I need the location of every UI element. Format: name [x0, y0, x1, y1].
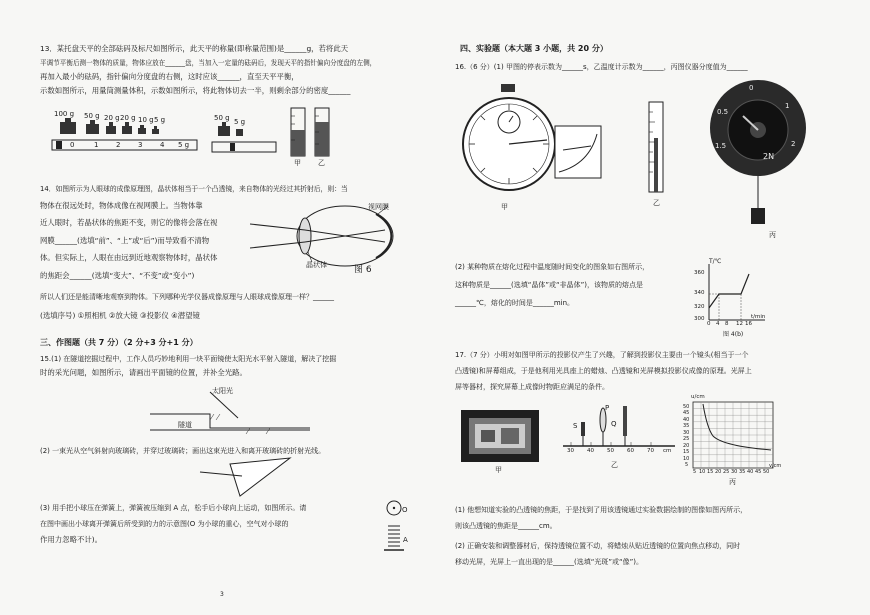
q14-line-7: 所以人们还是能清晰地观察到物体。下列哪种光学仪器成像原理与人眼球成像原理一样？______: [40, 293, 334, 301]
scale-tick-4: 4: [160, 141, 165, 149]
q15-3-line-3: 作用力忽略不计)。: [40, 535, 103, 544]
uv-xtick-45: 45: [755, 469, 762, 475]
q16-2-line-3: ______℃，熔化的时间是______min。: [455, 299, 575, 307]
uv-xtick-40: 40: [747, 469, 754, 475]
uv-ytick-35: 35: [683, 423, 690, 429]
melt-ytick-360: 360: [694, 270, 705, 276]
dial-label-0: 0: [749, 84, 754, 92]
page-number: 3: [220, 591, 224, 598]
q13-line-3: 再加入最小的砝码，指针偏向分度盘的右侧，这时应该______，直至天平平衡，: [40, 72, 299, 81]
dial-label-1: 1: [785, 102, 790, 110]
q15-1-line-1: 15.(1) 在隧道挖掘过程中，工作人员巧妙地利用一块平面镜使太阳光水平射入隧道，解决了挖掘: [40, 355, 337, 363]
scale-tick-1: 1: [94, 141, 99, 149]
q14-line-8: (选填序号) ①照相机 ②放大镜 ③投影仪 ④潜望镜: [40, 311, 200, 320]
melt-xtick-16: 16: [745, 321, 752, 327]
uv-ylabel: u/cm: [691, 394, 705, 400]
uv-ytick-45: 45: [683, 410, 690, 416]
weights-figure: [50, 110, 200, 160]
stopwatch-label: 甲: [501, 203, 508, 211]
retina-label: 视网膜: [368, 203, 389, 211]
dial-unit-label: 2N: [763, 152, 775, 161]
q13-line-4: 示数如图所示，用量筒测量体积，示数如图所示，将此物体切去一半，则剩余部分的密度______: [40, 86, 351, 95]
q15-2-text: (2) 一束光从空气斜射向玻璃砖，并穿过玻璃砖；画出这束光进入和离开玻璃砖的折射光线。: [40, 447, 326, 455]
uv-graph: [679, 394, 782, 486]
q13-line-2: 平调节平衡后测一物体的质量，物体应放在______盘，当加入一定量的砝码后，发现天平的指针偏向分度盘的左侧，: [40, 59, 377, 67]
q17-2-line-1: (2) 正确安装和调整器材后，保持透镜位置不动，将蜡烛从贴近透镜的位置向焦点移动，同时: [455, 542, 741, 550]
weight-label-20b: 20 g: [120, 114, 136, 122]
q14-line-6: 的焦距会______(选填“变大”、“不变”或“变小”): [40, 271, 195, 280]
section3-heading: 三、作图题（共 7 分）（2 分+3 分+1 分）: [40, 338, 198, 347]
uv-xtick-30: 30: [731, 469, 738, 475]
cylinder-label-yi: 乙: [318, 159, 325, 167]
bench-label-q: Q: [611, 420, 617, 428]
q17-line-3: 屏等器材，探究屏幕上成像时物距应满足的条件。: [455, 383, 609, 391]
uv-ytick-5: 5: [685, 462, 689, 468]
projector-photo: [461, 410, 539, 474]
uv-ytick-50: 50: [683, 404, 690, 410]
weight-label-50: 50 g: [84, 112, 100, 120]
bench-tick-70: 70: [647, 448, 654, 454]
bench-tick-unit: cm: [663, 448, 672, 454]
q17-1-line-2: 则该凸透镜的焦距是______cm。: [455, 522, 557, 530]
cylinder-label-jia: 甲: [294, 159, 301, 167]
uv-xtick-15: 15: [707, 469, 714, 475]
cylinders-figure: [285, 104, 345, 169]
uv-ytick-15: 15: [683, 449, 690, 455]
glass-block-diagram: [190, 454, 300, 500]
q14-line-4: 网膜______(选填“前”、“上”或“后”)而导致看不清物: [40, 236, 210, 245]
tunnel-label: 隧道: [178, 421, 192, 429]
q17-line-2: 凸透镜)和屏幕组成，于是他利用光具座上的蜡烛、凸透镜和光屏模拟投影仪成像的原理。光屏上: [455, 367, 752, 375]
optical-bench-figure: [559, 400, 679, 470]
melt-ylabel: T/℃: [709, 258, 722, 265]
melt-xtick-12: 12: [736, 321, 743, 327]
tunnel-diagram: [150, 388, 310, 438]
melt-ytick-340: 340: [694, 290, 705, 296]
thermometer-figure: [641, 98, 671, 207]
weight-label-5: 5 g: [154, 116, 166, 124]
scale-tick-2: 2: [116, 141, 121, 149]
uv-xtick-50: 50: [763, 469, 770, 475]
melt-xtick-0: 0: [707, 321, 711, 327]
eye-diagram: [250, 200, 400, 275]
dial-label-15: 1.5: [715, 142, 727, 150]
melting-graph: [689, 258, 769, 338]
small-weights-figure: [210, 112, 280, 162]
uv-xtick-20: 20: [715, 469, 722, 475]
uv-xtick-25: 25: [723, 469, 730, 475]
ball-center-label: O: [402, 506, 408, 514]
uv-ytick-25: 25: [683, 436, 690, 442]
q16-1-text: 16.（6 分）(1) 甲图的停表示数为______s，乙温度计示数为______，丙图仪器分度值为______: [455, 63, 748, 71]
melt-xlabel: t/min: [751, 314, 766, 320]
q15-1-line-2: 时的采光问题，如图所示，请画出平面镜的位置，并补全光路。: [40, 368, 247, 377]
q14-line-5: 体。但实际上，人眼在由远到近地观察物体时，晶状体: [40, 253, 218, 262]
melt-caption: 图 4(b): [723, 331, 744, 338]
scale-tick-5: 5 g: [178, 141, 190, 149]
q14-line-3: 近人眼时，若晶状体的焦距不变，则它的像将会落在视: [40, 218, 218, 227]
dial-label-05: 0.5: [717, 108, 729, 116]
uv-ytick-40: 40: [683, 417, 690, 423]
weight-label-20a: 20 g: [104, 114, 120, 122]
small-weight-label-5: 5 g: [234, 118, 246, 126]
q17-2-line-2: 移动光屏，光屏上一直出现的是______(选填“光斑”或“像”)。: [455, 558, 643, 566]
bench-tick-30: 30: [567, 448, 574, 454]
dial-label-2: 2: [791, 140, 796, 148]
uv-xlabel: v/cm: [769, 463, 782, 469]
projector-label: 甲: [495, 466, 502, 474]
melt-ytick-300: 300: [694, 316, 705, 322]
melt-ytick-320: 320: [694, 304, 705, 310]
uv-xtick-10: 10: [699, 469, 706, 475]
spring-ball-diagram: [380, 496, 410, 556]
q17-1-line-1: (1) 他想知道实验的凸透镜的焦距，于是找到了用该透镜通过实验数据绘制的图像如图丙所示，: [455, 506, 748, 514]
uv-ytick-10: 10: [683, 456, 690, 462]
uv-ytick-30: 30: [683, 430, 690, 436]
q17-line-1: 17.（7 分）小明对如图甲所示的投影仪产生了兴趣，了解到投影仪主要由一个镜头(相当于一个: [455, 351, 749, 359]
q15-3-line-2: 在图中画出小球离开弹簧后所受到的力的示意图(O 为小球的重心，空气对小球的: [40, 520, 289, 528]
uv-ytick-20: 20: [683, 443, 690, 449]
uv-xtick-5: 5: [693, 469, 697, 475]
lens-label: 晶状体: [306, 261, 327, 269]
weight-label-10: 10 g: [138, 116, 154, 124]
q13-line-1: 13．某托盘天平的全部砝码及标尺如图所示，此天平的称量(即称量范围)是______g，若将此天: [40, 44, 349, 53]
q16-2-line-1: (2) 某种物质在熔化过程中温度随时间变化的图象如右图所示，: [455, 263, 650, 271]
eye-figure-label: 图 6: [354, 265, 372, 275]
section4-heading: 四、实验题（本大题 3 小题，共 20 分）: [460, 44, 608, 53]
bench-tick-40: 40: [587, 448, 594, 454]
dial-figure-label: 丙: [769, 231, 776, 239]
bench-tick-60: 60: [627, 448, 634, 454]
scale-tick-0: 0: [70, 141, 75, 149]
melt-xtick-4: 4: [716, 321, 720, 327]
stopwatch-figure: [459, 84, 609, 211]
scale-tick-3: 3: [138, 141, 143, 149]
uv-xtick-35: 35: [739, 469, 746, 475]
bench-label: 乙: [611, 461, 618, 469]
spring-point-label: A: [403, 536, 408, 544]
small-weight-label-50: 50 g: [214, 114, 230, 122]
q14-line-2: 物体在很远处时，物体成像在视网膜上。当物体靠: [40, 201, 203, 210]
bench-tick-50: 50: [607, 448, 614, 454]
bench-label-s: S: [573, 422, 578, 430]
thermometer-label: 乙: [653, 199, 660, 207]
uv-graph-label: 丙: [729, 478, 736, 486]
sunlight-label: 太阳光: [212, 387, 233, 395]
bench-label-p: P: [605, 404, 610, 412]
weight-label-100: 100 g: [54, 110, 75, 118]
q16-2-line-2: 这种物质是______(选填“晶体”或“非晶体”)，该物质的熔点是: [455, 281, 643, 289]
melt-xtick-8: 8: [725, 321, 729, 327]
q15-3-line-1: (3) 用手把小球压在弹簧上，弹簧被压缩到 A 点，松手后小球向上运动，如图所示。请: [40, 504, 307, 512]
left-column: [40, 0, 420, 615]
q14-line-1: 14．如图所示为人眼球的成像原理图，晶状体相当于一个凸透镜，来自物体的光经过其折射后，则：当: [40, 185, 348, 193]
spring-dial-figure: [703, 78, 813, 248]
right-column: [455, 0, 855, 615]
